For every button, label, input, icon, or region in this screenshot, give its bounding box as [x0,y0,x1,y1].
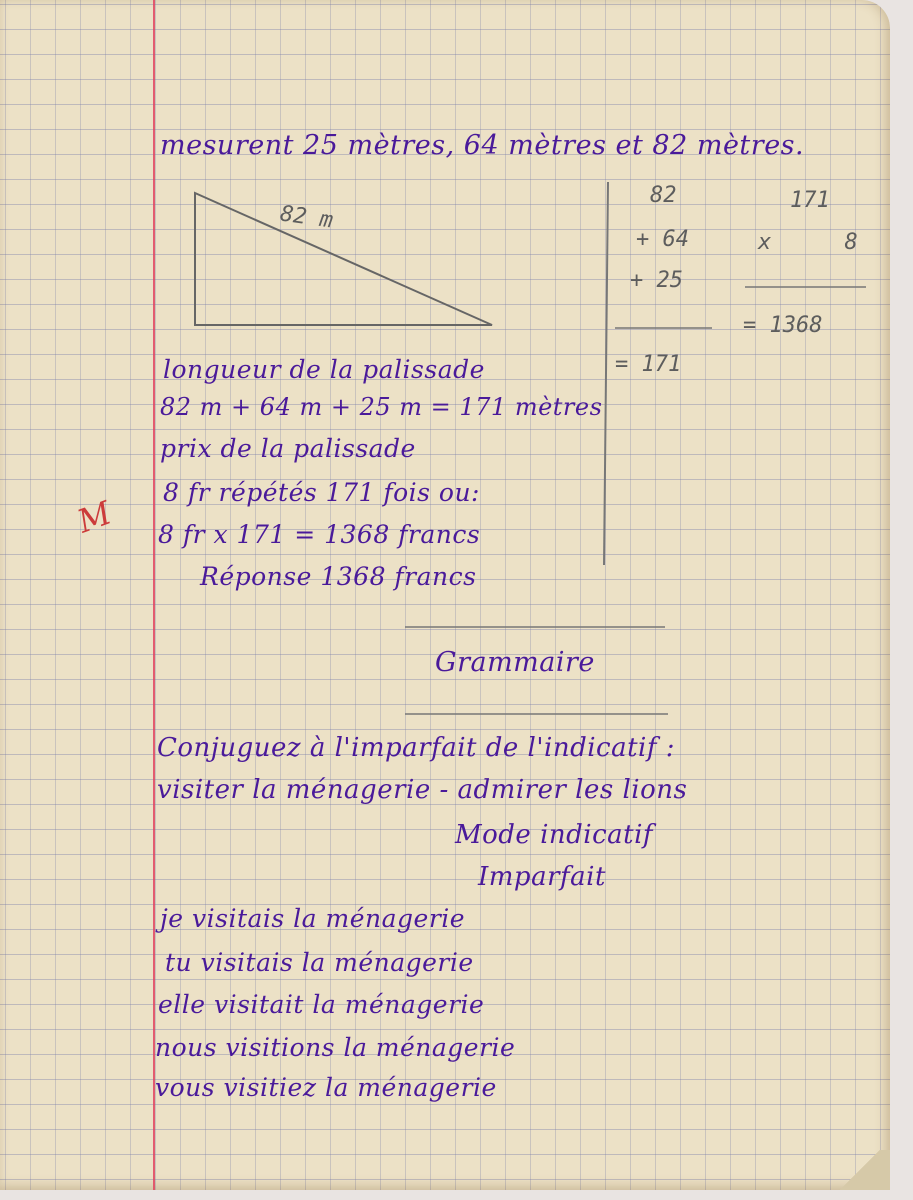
addition-row-3: + 25 [630,268,683,293]
grammar-instruction-1: Conjuguez à l'imparfait de l'indicatif : [157,733,676,763]
grammar-heading: Grammaire [435,647,595,678]
solution-line-2: 82 m + 64 m + 25 m = 171 mètres [160,393,603,421]
addition-result: = 171 [615,352,682,377]
conjugation-line-2: tu visitais la ménagerie [165,948,474,977]
triangle-diagram [195,193,492,325]
conjugation-line-5: vous visitiez la ménagerie [155,1073,497,1102]
solution-line-1: longueur de la palissade [163,355,485,384]
problem-statement: mesurent 25 mètres, 64 mètres et 82 mètres. [160,130,805,161]
multiplication-row-1: 171 [790,188,830,213]
triangle-label: 82 m [278,201,335,234]
multiplication-row-2: x 8 [758,230,888,255]
conjugation-line-1: je visitais la ménagerie [160,904,466,933]
grammar-instruction-2: visiter la ménagerie - admirer les lions [157,775,688,805]
tense-label: Imparfait [478,862,606,892]
mode-label: Mode indicatif [455,820,654,850]
solution-line-4: 8 fr répétés 171 fois ou: [163,478,480,507]
multiplication-result: = 1368 [743,313,823,338]
vertical-separator [604,182,608,565]
addition-row-2: + 64 [636,227,689,252]
teacher-mark: M [72,493,117,541]
answer-line: Réponse 1368 francs [200,562,477,591]
addition-row-1: 82 [650,183,677,208]
solution-line-5: 8 fr x 171 = 1368 francs [158,520,481,549]
solution-line-3: prix de la palissade [160,434,416,463]
conjugation-line-4: nous visitions la ménagerie [155,1033,516,1062]
conjugation-line-3: elle visitait la ménagerie [158,990,485,1019]
